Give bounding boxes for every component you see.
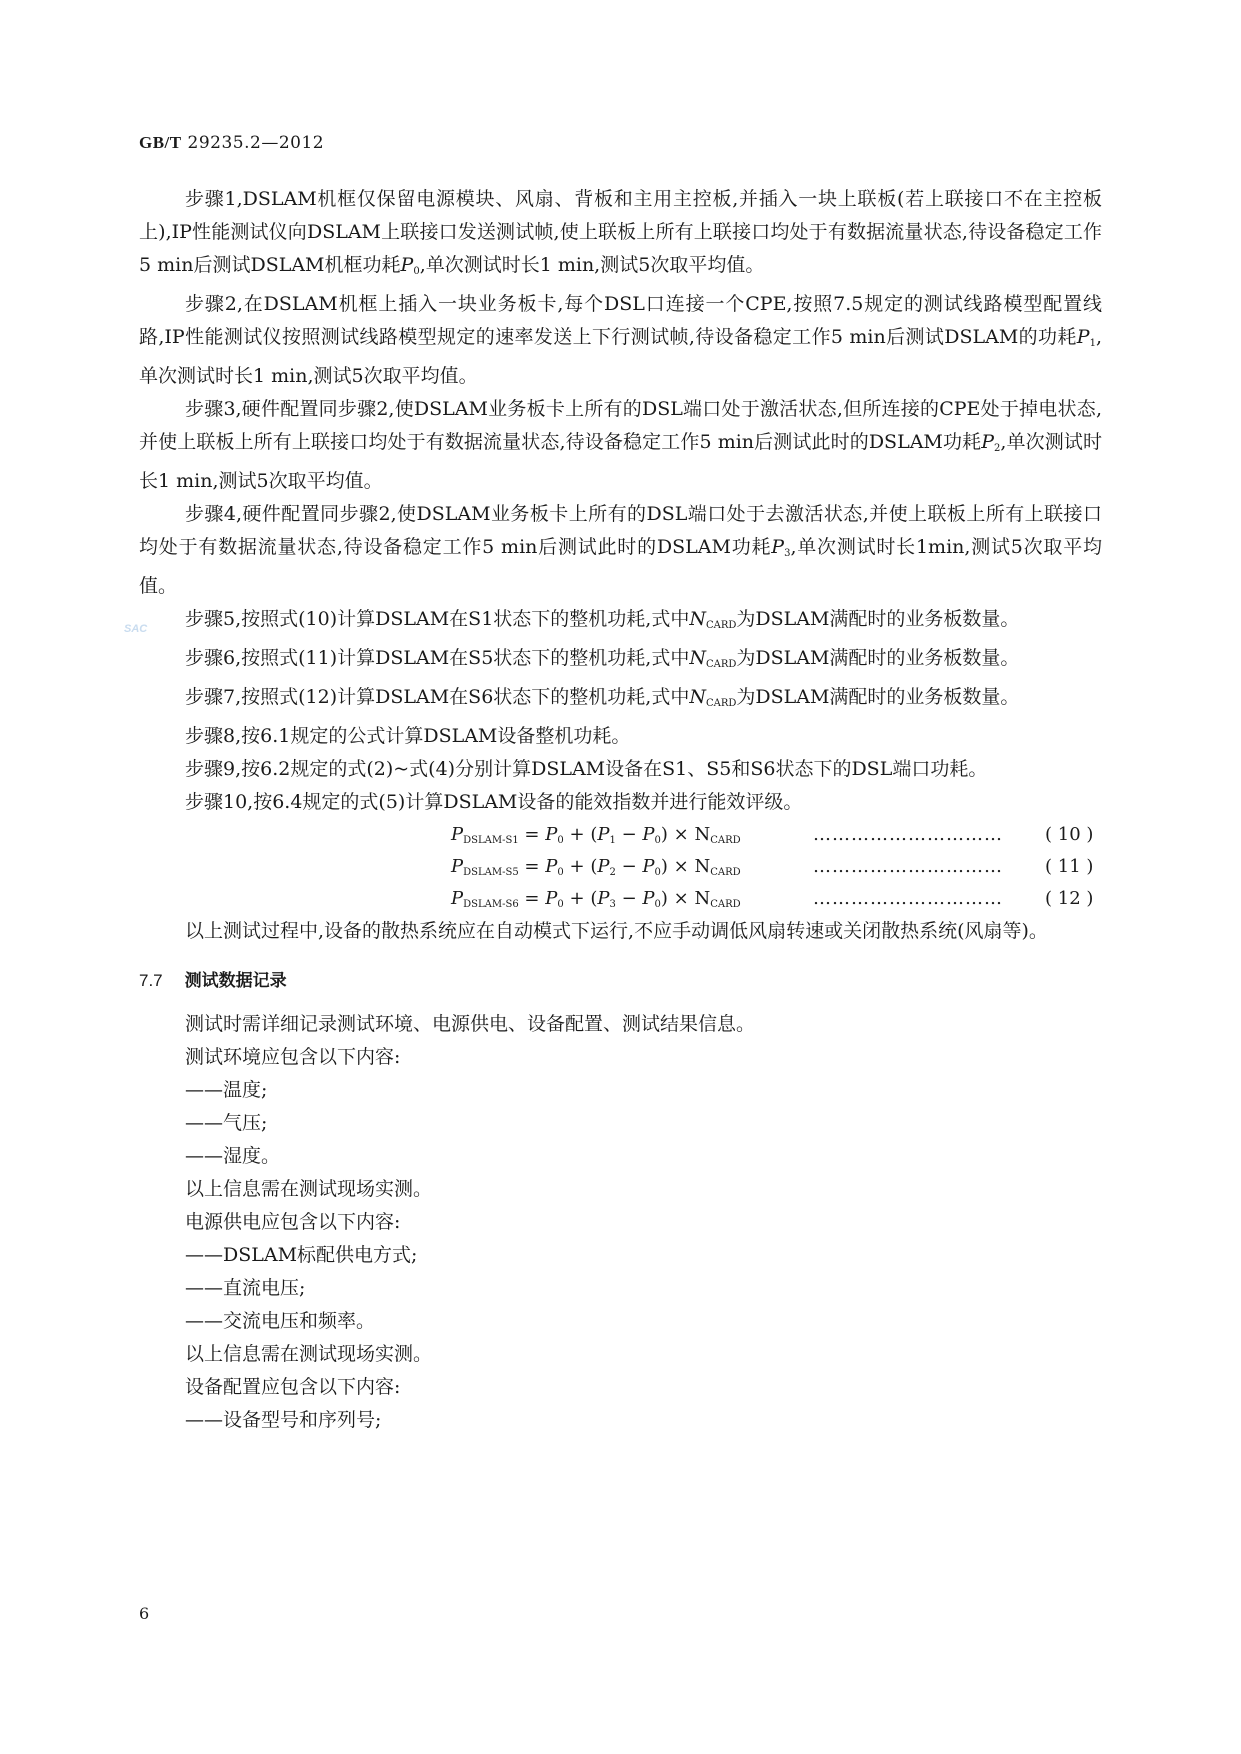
list-item: ——直流电压; xyxy=(185,1277,306,1299)
page-number: 6 xyxy=(139,1604,150,1623)
step-7: 步骤7,按照式(12)计算DSLAM在S6状态下的整机功耗,式中$N_{CARD}$为DSLAM满配时的业务板数量。 xyxy=(185,686,1020,709)
section-heading xyxy=(139,964,1102,998)
onsite-note: 以上信息需在测试现场实测。 xyxy=(185,1343,433,1365)
equation-number: ( 10 ) xyxy=(1045,824,1094,845)
record-intro: 测试时需详细记录测试环境、电源供电、设备配置、测试结果信息。 xyxy=(185,1013,756,1035)
step-3: 步骤3,硬件配置同步骤2,使DSLAM业务板卡上所有的DSL端口处于激活状态,但所连接的CPE处于掉电状态,并使上联板上所有上联接口均处于有数据流量状态,待设备稳定工作5 min后测试此时的DSLAM功耗$P_2$,单次测试时长1 min,测试5次取平均值。 xyxy=(139,398,1102,492)
step-4: 步骤4,硬件配置同步骤2,使DSLAM业务板卡上所有的DSL端口处于去激活状态,并使上联板上所有上联接口均处于有数据流量状态,待设备稳定工作5 min后测试此时的DSLAM功耗$P_3$,单次测试时长1min,测试5次取平均值。 xyxy=(139,503,1102,597)
leader-dots: ………………………… xyxy=(813,888,1003,909)
section-number: 7.7 xyxy=(139,971,163,990)
config-heading: 设备配置应包含以下内容: xyxy=(185,1376,401,1398)
equations xyxy=(139,819,1102,915)
equation-10: $P_{DSLAM-S1} = P_0 + (P_1 - P_0) \times N_{CARD}$ ………………………… ( 10 ) xyxy=(451,819,741,851)
sac-watermark: SAC xyxy=(124,623,148,635)
step-9: 步骤9,按6.2规定的式(2)~式(4)分别计算DSLAM设备在S1、S5和S6状态下的DSL端口功耗。 xyxy=(185,758,988,780)
env-heading: 测试环境应包含以下内容: xyxy=(185,1046,401,1068)
equation-12: $P_{DSLAM-S6} = P_0 + (P_3 - P_0) \times N_{CARD}$ ………………………… ( 12 ) xyxy=(451,883,741,915)
equation-number: ( 12 ) xyxy=(1045,888,1094,909)
step-8: 步骤8,按6.1规定的公式计算DSLAM设备整机功耗。 xyxy=(185,725,631,747)
step-10: 步骤10,按6.4规定的式(5)计算DSLAM设备的能效指数并进行能效评级。 xyxy=(185,791,803,813)
list-item: ——湿度。 xyxy=(185,1145,281,1167)
standard-code: GB/T xyxy=(139,133,182,152)
list-item: ——DSLAM标配供电方式; xyxy=(185,1244,418,1266)
equation-number: ( 11 ) xyxy=(1045,856,1094,877)
step-6: 步骤6,按照式(11)计算DSLAM在S5状态下的整机功耗,式中$N_{CARD}$为DSLAM满配时的业务板数量。 xyxy=(185,647,1020,670)
list-item: ——温度; xyxy=(185,1079,268,1101)
leader-dots: ………………………… xyxy=(813,856,1003,877)
step-2: 步骤2,在DSLAM机框上插入一块业务板卡,每个DSL口连接一个CPE,按照7.5规定的测试线路模型配置线路,IP性能测试仪按照测试线路模型规定的速率发送上下行测试帧,待设备稳定工作5 min后测试DSLAM的功耗$P_1$,单次测试时长1 min,测试5次取平均值。 xyxy=(139,293,1102,387)
onsite-note: 以上信息需在测试现场实测。 xyxy=(185,1178,433,1200)
section-title: 测试数据记录 xyxy=(184,971,287,991)
list-item: ——设备型号和序列号; xyxy=(185,1409,382,1431)
document-body xyxy=(139,183,1102,1437)
step-1: 步骤1,DSLAM机框仅保留电源模块、风扇、背板和主用主控板,并插入一块上联板(若上联接口不在主控板上),IP性能测试仪向DSLAM上联接口发送测试帧,使上联板上所有上联接口均处于有数据流量状态,待设备稳定工作5 min后测试DSLAM机框功耗$P_0$,单次测试时长1 min,测试5次取平均值。 xyxy=(139,188,1102,277)
equation-11: $P_{DSLAM-S5} = P_0 + (P_2 - P_0) \times N_{CARD}$ ………………………… ( 11 ) xyxy=(451,851,741,883)
list-item: ——交流电压和频率。 xyxy=(185,1310,376,1332)
standard-header xyxy=(139,133,324,153)
list-item: ——气压; xyxy=(185,1112,268,1134)
cooling-note: 以上测试过程中,设备的散热系统应在自动模式下运行,不应手动调低风扇转速或关闭散热系统(风扇等)。 xyxy=(185,920,1048,942)
leader-dots: ………………………… xyxy=(813,824,1003,845)
standard-number: 29235.2—2012 xyxy=(187,133,325,153)
power-heading: 电源供电应包含以下内容: xyxy=(185,1211,401,1233)
step-5: 步骤5,按照式(10)计算DSLAM在S1状态下的整机功耗,式中$N_{CARD}$为DSLAM满配时的业务板数量。 xyxy=(185,608,1020,631)
